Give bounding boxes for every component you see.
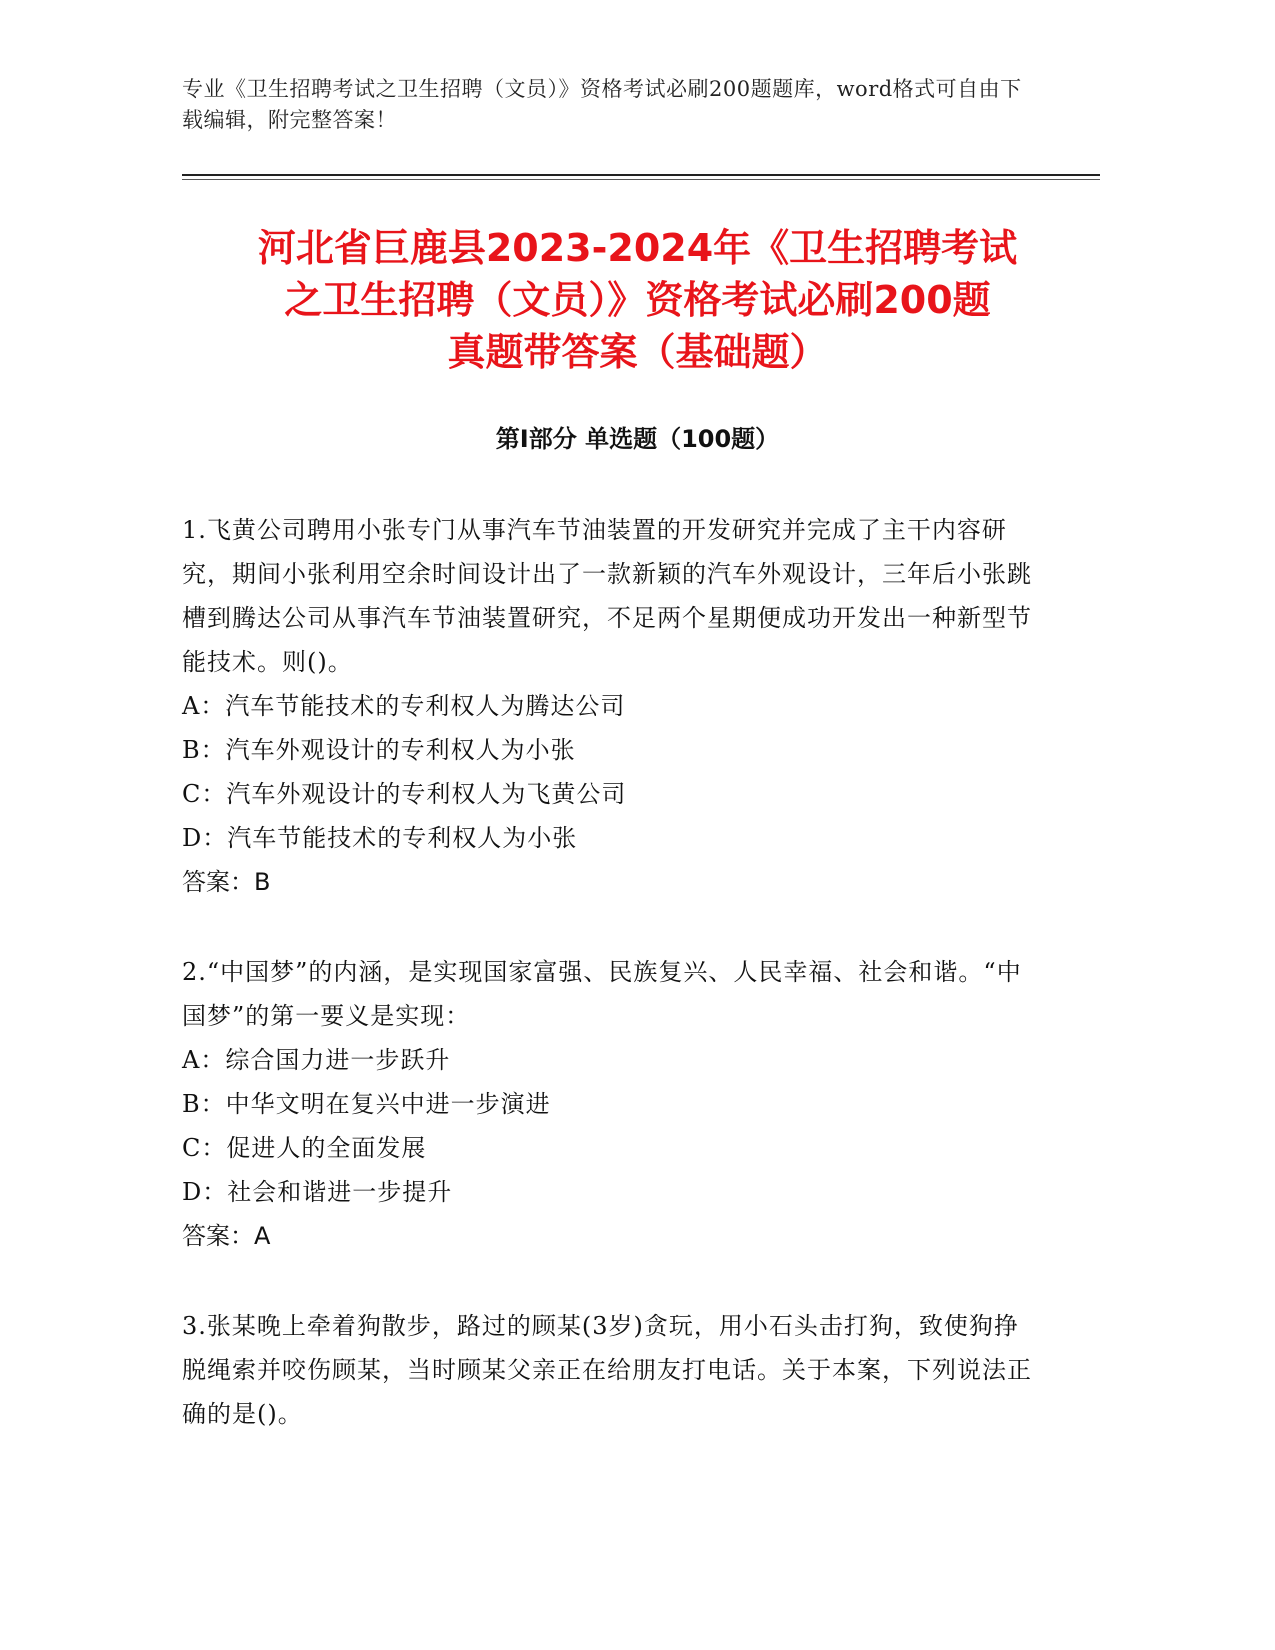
header-divider-thick xyxy=(182,174,1100,176)
option-a: A：汽车节能技术的专利权人为腾达公司 xyxy=(182,692,626,720)
option-d: D：汽车节能技术的专利权人为小张 xyxy=(182,824,578,852)
section-heading: 第Ⅰ部分 单选题（100题） xyxy=(495,425,780,453)
question-list xyxy=(182,508,1042,1482)
answer-line: 答案：B xyxy=(182,868,271,896)
option-d: D：社会和谐进一步提升 xyxy=(182,1178,453,1206)
option-b: B：汽车外观设计的专利权人为小张 xyxy=(182,736,576,764)
title-line-2: 之卫生招聘（文员）》资格考试必刷200题 xyxy=(284,278,991,322)
option-a: A：综合国力进一步跃升 xyxy=(182,1046,451,1074)
option-c: C：汽车外观设计的专利权人为飞黄公司 xyxy=(182,780,627,808)
question-stem: 1.飞黄公司聘用小张专门从事汽车节油装置的开发研究并完成了主干内容研究，期间小张利用空余时间设计出了一款新颖的汽车外观设计，三年后小张跳槽到腾达公司从事汽车节油装置研究，不足两个星期便成功开发出一种新型节能技术。则()。 xyxy=(182,516,1032,676)
question-1 xyxy=(182,508,1042,904)
header-divider-thin xyxy=(182,179,1100,180)
title-line-3: 真题带答案（基础题） xyxy=(447,330,828,374)
question-3 xyxy=(182,1304,1042,1436)
header-note: 专业《卫生招聘考试之卫生招聘（文员）》资格考试必刷200题题库，word格式可自由下载编辑，附完整答案！ xyxy=(182,77,1022,132)
question-stem: 2.“中国梦”的内涵，是实现国家富强、民族复兴、人民幸福、社会和谐。“中国梦”的第一要义是实现： xyxy=(182,958,1022,1030)
option-b: B：中华文明在复兴中进一步演进 xyxy=(182,1090,551,1118)
question-stem: 3.张某晚上牵着狗散步，路过的顾某(3岁)贪玩，用小石头击打狗，致使狗挣脱绳索并咬伤顾某，当时顾某父亲正在给朋友打电话。关于本案，下列说法正确的是()。 xyxy=(182,1312,1032,1428)
option-c: C：促进人的全面发展 xyxy=(182,1134,427,1162)
answer-line: 答案：A xyxy=(182,1222,271,1250)
question-2 xyxy=(182,950,1042,1258)
title-line-1: 河北省巨鹿县2023-2024年《卫生招聘考试 xyxy=(257,226,1018,270)
document-title xyxy=(150,222,1125,378)
